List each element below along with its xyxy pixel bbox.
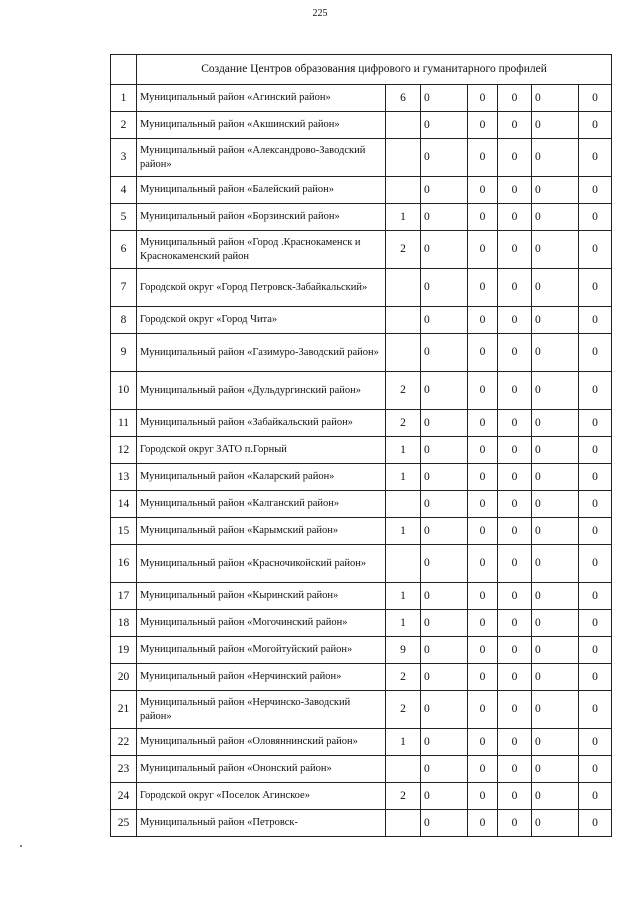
table-row [111,269,612,307]
count-cell: 2 [386,372,421,410]
count-cell: 2 [386,783,421,810]
value-cell-2: 0 [468,729,498,756]
table-section-title: Создание Центров образования цифрового и гуманитарного профилей [137,55,612,85]
table-row [111,756,612,783]
table-row [111,307,612,334]
row-number-cell: 9 [111,334,137,372]
count-cell [386,756,421,783]
municipality-name-cell: Муниципальный район «Карымский район» [137,518,386,545]
value-cell-3: 0 [498,583,532,610]
value-cell-2: 0 [468,691,498,729]
count-cell: 1 [386,518,421,545]
value-cell-2: 0 [468,177,498,204]
count-cell: 2 [386,664,421,691]
value-cell-2: 0 [468,518,498,545]
count-cell [386,177,421,204]
value-cell-1: 0 [421,756,468,783]
municipality-name-cell: Муниципальный район «Агинский район» [137,85,386,112]
value-cell-5: 0 [579,112,612,139]
count-cell [386,112,421,139]
value-cell-5: 0 [579,610,612,637]
value-cell-1: 0 [421,464,468,491]
value-cell-4: 0 [532,177,579,204]
value-cell-4: 0 [532,637,579,664]
count-cell: 1 [386,610,421,637]
count-cell [386,491,421,518]
value-cell-5: 0 [579,139,612,177]
table-row [111,637,612,664]
value-cell-1: 0 [421,410,468,437]
table-row [111,204,612,231]
table-row [111,410,612,437]
value-cell-2: 0 [468,112,498,139]
table-row [111,231,612,269]
value-cell-4: 0 [532,664,579,691]
table-row [111,334,612,372]
value-cell-4: 0 [532,334,579,372]
value-cell-5: 0 [579,729,612,756]
value-cell-5: 0 [579,85,612,112]
value-cell-3: 0 [498,269,532,307]
scan-speck [20,845,22,847]
count-cell [386,334,421,372]
value-cell-3: 0 [498,437,532,464]
value-cell-1: 0 [421,85,468,112]
value-cell-3: 0 [498,637,532,664]
value-cell-3: 0 [498,783,532,810]
row-number-cell: 10 [111,372,137,410]
value-cell-5: 0 [579,756,612,783]
municipality-name-cell: Муниципальный район «Дульдургинский район» [137,372,386,410]
table-row [111,85,612,112]
value-cell-4: 0 [532,545,579,583]
value-cell-4: 0 [532,307,579,334]
table-row [111,464,612,491]
value-cell-1: 0 [421,204,468,231]
value-cell-5: 0 [579,437,612,464]
value-cell-3: 0 [498,372,532,410]
value-cell-3: 0 [498,756,532,783]
table-row [111,664,612,691]
municipality-name-cell: Муниципальный район «Балейский район» [137,177,386,204]
table-row [111,112,612,139]
value-cell-5: 0 [579,664,612,691]
count-cell: 1 [386,583,421,610]
value-cell-4: 0 [532,139,579,177]
table-row [111,610,612,637]
count-cell: 2 [386,691,421,729]
value-cell-3: 0 [498,410,532,437]
data-table [110,54,612,837]
value-cell-3: 0 [498,307,532,334]
value-cell-2: 0 [468,664,498,691]
table-header-row [111,55,612,85]
value-cell-4: 0 [532,85,579,112]
municipality-name-cell: Муниципальный район «Александрово-Заводский район» [137,139,386,177]
value-cell-2: 0 [468,307,498,334]
value-cell-5: 0 [579,810,612,837]
value-cell-5: 0 [579,177,612,204]
value-cell-2: 0 [468,491,498,518]
value-cell-5: 0 [579,231,612,269]
row-number-cell: 13 [111,464,137,491]
row-number-cell: 4 [111,177,137,204]
value-cell-5: 0 [579,637,612,664]
value-cell-1: 0 [421,372,468,410]
row-number-cell: 24 [111,783,137,810]
row-number-cell: 15 [111,518,137,545]
value-cell-3: 0 [498,664,532,691]
value-cell-3: 0 [498,518,532,545]
value-cell-1: 0 [421,334,468,372]
municipality-name-cell: Муниципальный район «Газимуро-Заводский район» [137,334,386,372]
municipality-name-cell: Муниципальный район «Акшинский район» [137,112,386,139]
value-cell-1: 0 [421,783,468,810]
municipality-name-cell: Муниципальный район «Нерчинско-Заводский район» [137,691,386,729]
value-cell-3: 0 [498,545,532,583]
value-cell-2: 0 [468,85,498,112]
row-number-cell: 2 [111,112,137,139]
value-cell-4: 0 [532,231,579,269]
count-cell [386,139,421,177]
table-row [111,491,612,518]
value-cell-1: 0 [421,729,468,756]
value-cell-4: 0 [532,372,579,410]
value-cell-5: 0 [579,691,612,729]
count-cell [386,810,421,837]
value-cell-3: 0 [498,177,532,204]
count-cell: 2 [386,231,421,269]
value-cell-3: 0 [498,85,532,112]
value-cell-4: 0 [532,269,579,307]
value-cell-1: 0 [421,610,468,637]
row-number-cell: 19 [111,637,137,664]
value-cell-2: 0 [468,756,498,783]
municipality-name-cell: Муниципальный район «Борзинский район» [137,204,386,231]
value-cell-3: 0 [498,112,532,139]
value-cell-5: 0 [579,410,612,437]
value-cell-4: 0 [532,810,579,837]
table-row [111,177,612,204]
row-number-cell: 23 [111,756,137,783]
value-cell-3: 0 [498,491,532,518]
value-cell-3: 0 [498,231,532,269]
value-cell-4: 0 [532,437,579,464]
value-cell-1: 0 [421,231,468,269]
value-cell-2: 0 [468,410,498,437]
value-cell-2: 0 [468,783,498,810]
municipality-name-cell: Городской округ «Город Чита» [137,307,386,334]
value-cell-4: 0 [532,518,579,545]
value-cell-2: 0 [468,545,498,583]
row-number-cell: 20 [111,664,137,691]
value-cell-5: 0 [579,204,612,231]
row-number-cell: 21 [111,691,137,729]
value-cell-4: 0 [532,112,579,139]
value-cell-1: 0 [421,583,468,610]
value-cell-4: 0 [532,583,579,610]
municipality-name-cell: Муниципальный район «Кыринский район» [137,583,386,610]
municipality-name-cell: Муниципальный район «Город .Краснокаменск и Краснокаменский район [137,231,386,269]
row-number-cell: 1 [111,85,137,112]
value-cell-2: 0 [468,204,498,231]
header-empty-cell [111,55,137,85]
value-cell-4: 0 [532,464,579,491]
value-cell-2: 0 [468,231,498,269]
count-cell [386,269,421,307]
row-number-cell: 16 [111,545,137,583]
table-row [111,139,612,177]
municipality-name-cell: Городской округ ЗАТО п.Горный [137,437,386,464]
value-cell-5: 0 [579,269,612,307]
value-cell-4: 0 [532,410,579,437]
value-cell-1: 0 [421,112,468,139]
row-number-cell: 18 [111,610,137,637]
value-cell-4: 0 [532,610,579,637]
municipality-name-cell: Муниципальный район «Каларский район» [137,464,386,491]
municipality-name-cell: Муниципальный район «Оловяннинский район» [137,729,386,756]
value-cell-2: 0 [468,139,498,177]
value-cell-3: 0 [498,139,532,177]
count-cell: 9 [386,637,421,664]
table-row [111,583,612,610]
value-cell-2: 0 [468,269,498,307]
value-cell-2: 0 [468,464,498,491]
value-cell-5: 0 [579,464,612,491]
value-cell-4: 0 [532,691,579,729]
count-cell: 2 [386,410,421,437]
value-cell-2: 0 [468,810,498,837]
value-cell-1: 0 [421,177,468,204]
count-cell: 1 [386,464,421,491]
municipality-name-cell: Городской округ «Город Петровск-Забайкальский» [137,269,386,307]
table-row [111,545,612,583]
row-number-cell: 3 [111,139,137,177]
value-cell-1: 0 [421,637,468,664]
count-cell [386,545,421,583]
value-cell-4: 0 [532,204,579,231]
count-cell: 6 [386,85,421,112]
value-cell-1: 0 [421,139,468,177]
value-cell-3: 0 [498,810,532,837]
municipality-name-cell: Муниципальный район «Красночикойский район» [137,545,386,583]
value-cell-3: 0 [498,204,532,231]
row-number-cell: 11 [111,410,137,437]
value-cell-5: 0 [579,583,612,610]
value-cell-4: 0 [532,729,579,756]
municipality-name-cell: Муниципальный район «Ононский район» [137,756,386,783]
value-cell-1: 0 [421,491,468,518]
municipality-name-cell: Муниципальный район «Могойтуйский район» [137,637,386,664]
value-cell-3: 0 [498,610,532,637]
municipality-name-cell: Муниципальный район «Забайкальский район» [137,410,386,437]
value-cell-3: 0 [498,464,532,491]
value-cell-2: 0 [468,372,498,410]
value-cell-1: 0 [421,518,468,545]
value-cell-2: 0 [468,334,498,372]
value-cell-1: 0 [421,269,468,307]
row-number-cell: 14 [111,491,137,518]
municipality-name-cell: Муниципальный район «Могочинский район» [137,610,386,637]
count-cell: 1 [386,437,421,464]
count-cell: 1 [386,729,421,756]
row-number-cell: 5 [111,204,137,231]
value-cell-2: 0 [468,637,498,664]
value-cell-2: 0 [468,437,498,464]
municipality-name-cell: Муниципальный район «Калганский район» [137,491,386,518]
municipality-name-cell: Муниципальный район «Петровск- [137,810,386,837]
value-cell-5: 0 [579,545,612,583]
table-row [111,437,612,464]
row-number-cell: 25 [111,810,137,837]
value-cell-5: 0 [579,783,612,810]
value-cell-2: 0 [468,610,498,637]
value-cell-1: 0 [421,810,468,837]
table-row [111,372,612,410]
table-row [111,518,612,545]
table-row [111,810,612,837]
row-number-cell: 17 [111,583,137,610]
count-cell [386,307,421,334]
value-cell-5: 0 [579,372,612,410]
table-row [111,691,612,729]
value-cell-5: 0 [579,491,612,518]
value-cell-5: 0 [579,334,612,372]
row-number-cell: 7 [111,269,137,307]
value-cell-4: 0 [532,756,579,783]
row-number-cell: 8 [111,307,137,334]
municipality-name-cell: Городской округ «Поселок Агинское» [137,783,386,810]
value-cell-3: 0 [498,691,532,729]
value-cell-5: 0 [579,518,612,545]
table-row [111,783,612,810]
count-cell: 1 [386,204,421,231]
table-row [111,729,612,756]
value-cell-1: 0 [421,545,468,583]
value-cell-1: 0 [421,664,468,691]
value-cell-3: 0 [498,729,532,756]
row-number-cell: 12 [111,437,137,464]
value-cell-3: 0 [498,334,532,372]
value-cell-5: 0 [579,307,612,334]
row-number-cell: 6 [111,231,137,269]
value-cell-4: 0 [532,783,579,810]
value-cell-1: 0 [421,437,468,464]
page-number: 225 [312,8,328,19]
value-cell-4: 0 [532,491,579,518]
value-cell-2: 0 [468,583,498,610]
value-cell-1: 0 [421,307,468,334]
row-number-cell: 22 [111,729,137,756]
value-cell-1: 0 [421,691,468,729]
municipality-name-cell: Муниципальный район «Нерчинский район» [137,664,386,691]
